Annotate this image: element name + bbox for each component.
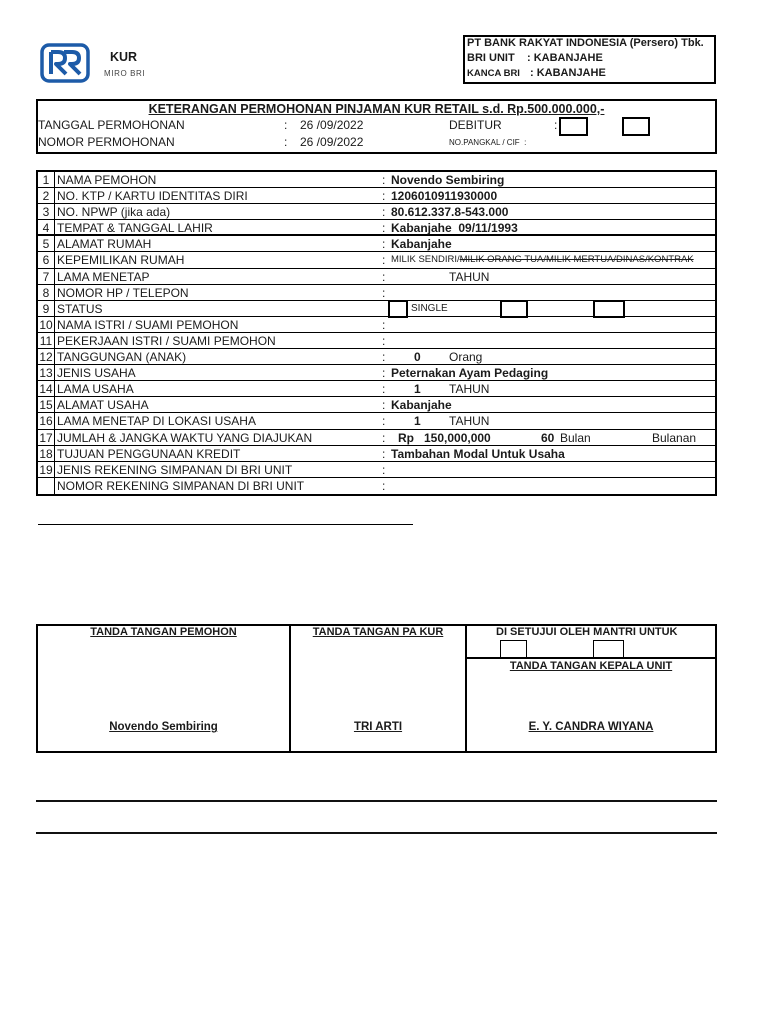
row-tujuan-kredit [38,446,715,462]
date-value: 26 /09/2022 [300,118,364,132]
row-label: KEPEMILIKAN RUMAH [57,253,185,268]
status-option-single: SINGLE [411,302,448,314]
row-number: 2 [42,189,50,204]
row-number: 19 [39,462,53,477]
loan-term: 60 [541,430,555,445]
row-nomor-rekening [38,478,715,494]
number-label: NOMOR PERMOHONAN [38,135,175,149]
row-value: 1 [414,414,421,429]
row-label: NAMA PEMOHON [57,173,157,187]
row-status [38,301,715,317]
signature-box [36,624,717,753]
row-number: 4 [42,221,50,236]
row-separator: : [382,478,386,493]
row-separator: : [382,317,386,332]
applicant-data-table [36,170,717,496]
row-unit: TAHUN [449,382,490,397]
row-lama-menetap [38,269,715,285]
head-name: E. Y. CANDRA WIYANA [528,721,654,733]
row-separator: : [382,414,386,429]
row-no-npwp [38,204,715,220]
row-number: 18 [39,446,53,461]
loan-frequency: Bulanan [652,430,697,445]
row-number: 12 [39,350,53,365]
row-number: 13 [39,366,53,381]
pangkal-cif-label: NO.PANGKAL / CIF : [449,138,527,147]
form-title: KETERANGAN PERMOHONAN PINJAMAN KUR RETAIL s.d. Rp.500.000.000,- [148,102,605,116]
row-label: LAMA USAHA [57,382,134,397]
row-jumlah-jangka-waktu [38,430,715,446]
row-number: 17 [39,430,53,445]
bri-logo [40,43,90,83]
row-label: JENIS REKENING SIMPANAN DI BRI UNIT [57,462,293,477]
row-value: Kabanjahe 09/11/1993 [391,221,518,236]
row-label: ALAMAT RUMAH [57,237,152,252]
row-label: LAMA MENETAP [57,269,150,284]
row-jenis-rekening [38,462,715,478]
row-separator: : [382,398,386,413]
mantri-approval-heading: DI SETUJUI OLEH MANTRI UNTUK [496,626,678,638]
date-label: TANGGAL PERMOHONAN [38,118,185,132]
row-label: TUJUAN PENGGUNAAN KREDIT [57,446,241,461]
row-separator: : [382,333,386,348]
row-label: JENIS USAHA [57,366,136,381]
row-value: 1206010911930000 [391,189,498,204]
applicant-signature-heading: TANDA TANGAN PEMOHON [90,626,237,638]
status-checkbox-2 [500,300,528,318]
row-separator: : [382,237,386,252]
row-number: 5 [42,237,50,252]
row-separator: : [382,462,386,477]
row-separator: : [382,173,386,187]
row-number: 15 [39,398,53,413]
divider-line [38,524,413,525]
row-separator: : [382,269,386,284]
bank-name: PT BANK RAKYAT INDONESIA (Persero) Tbk. [467,37,704,49]
row-number: 14 [39,382,53,397]
row-lama-menetap-lokasi-usaha [38,413,715,429]
row-label: PEKERJAAN ISTRI / SUAMI PEMOHON [57,333,276,348]
row-separator: : [382,221,386,236]
loan-amount: 150,000,000 [424,430,491,445]
row-separator: : [382,285,386,300]
row-no-ktp [38,188,715,204]
row-label: ALAMAT USAHA [57,398,149,413]
row-number: 9 [42,301,50,316]
row-number: 8 [42,285,50,300]
row-number: 6 [42,253,50,268]
ownership-selected-option: MILIK SENDIRI/ [391,254,460,266]
row-alamat-usaha [38,397,715,413]
debitur-box-2 [622,117,650,136]
kanca-label: KANCA BRI [467,68,520,79]
row-separator: : [382,446,386,461]
row-separator: : [382,382,386,397]
debitur-box-1 [559,117,588,136]
row-tanggungan [38,349,715,365]
debitur-label: DEBITUR [449,118,502,132]
number-value: 26 /09/2022 [300,135,364,149]
applicant-name: Novendo Sembiring [109,721,218,733]
row-unit: TAHUN [449,414,490,429]
row-nomor-hp [38,285,715,301]
row-unit: Orang [449,350,483,365]
application-header-box [36,99,717,154]
row-label: TEMPAT & TANGGAL LAHIR [57,221,213,236]
loan-term-unit: Bulan [560,430,591,445]
row-alamat-rumah [38,236,715,252]
row-separator: : [382,205,386,220]
row-pekerjaan-pasangan [38,333,715,349]
row-lama-usaha [38,381,715,397]
row-value: Kabanjahe [391,398,452,413]
logo-subtitle: MIRO BRI [104,69,146,78]
row-number: 1 [42,173,50,187]
row-value: Tambahan Modal Untuk Usaha [391,446,565,461]
row-number: 7 [42,269,50,284]
pa-kur-signature-heading: TANDA TANGAN PA KUR [312,626,444,638]
unit-value: : KABANJAHE [527,52,603,64]
row-value: Peternakan Ayam Pedaging [391,366,549,381]
head-signature-heading: TANDA TANGAN KEPALA UNIT [509,660,673,672]
status-checkbox-3 [593,300,625,318]
divider-line [36,832,717,834]
row-separator: : [382,366,386,381]
row-separator: : [382,253,386,268]
row-jenis-usaha [38,365,715,381]
row-number: 11 [39,333,53,348]
divider-line [36,800,717,802]
bank-info-box [463,35,716,84]
number-separator: : [284,135,288,149]
row-value: 80.612.337.8-543.000 [391,205,509,220]
row-label: NAMA ISTRI / SUAMI PEMOHON [57,317,239,332]
row-nama-pasangan [38,317,715,333]
debitur-separator: : [554,118,558,132]
row-nama-pemohon [38,172,715,188]
row-tempat-tanggal-lahir [38,220,715,236]
row-value: 0 [414,350,421,365]
logo-title: KUR [110,50,138,64]
row-label: NO. NPWP (jika ada) [57,205,171,220]
pa-kur-name: TRI ARTI [353,721,403,733]
loan-currency: Rp [398,430,414,445]
row-label: LAMA MENETAP DI LOKASI USAHA [57,414,256,429]
row-value: Novendo Sembiring [391,173,505,187]
row-number: 3 [42,205,50,220]
approval-box-1 [500,640,527,658]
row-kepemilikan-rumah [38,252,715,268]
row-separator: : [382,350,386,365]
ownership-struck-options: MILIK ORANG TUA/MILIK MERTUA/DINAS/KONTRAK [459,254,694,266]
row-number: 10 [39,317,53,332]
status-checkbox-single [388,300,408,318]
row-value: Kabanjahe [391,237,452,252]
row-label: JUMLAH & JANGKA WAKTU YANG DIAJUKAN [57,430,313,445]
row-separator: : [382,430,386,445]
date-separator: : [284,118,288,132]
unit-label: BRI UNIT [467,52,515,64]
row-value: 1 [414,382,421,397]
approval-box-2 [593,640,624,658]
kanca-value: : KABANJAHE [530,67,606,79]
row-label: NO. KTP / KARTU IDENTITAS DIRI [57,189,248,204]
ownership-options [391,255,694,265]
row-label: STATUS [57,301,103,316]
row-label: NOMOR REKENING SIMPANAN DI BRI UNIT [57,478,305,493]
row-separator: : [382,189,386,204]
row-label: NOMOR HP / TELEPON [57,285,189,300]
row-label: TANGGUNGAN (ANAK) [57,350,187,365]
row-number: 16 [39,414,53,429]
row-unit: TAHUN [449,269,490,284]
